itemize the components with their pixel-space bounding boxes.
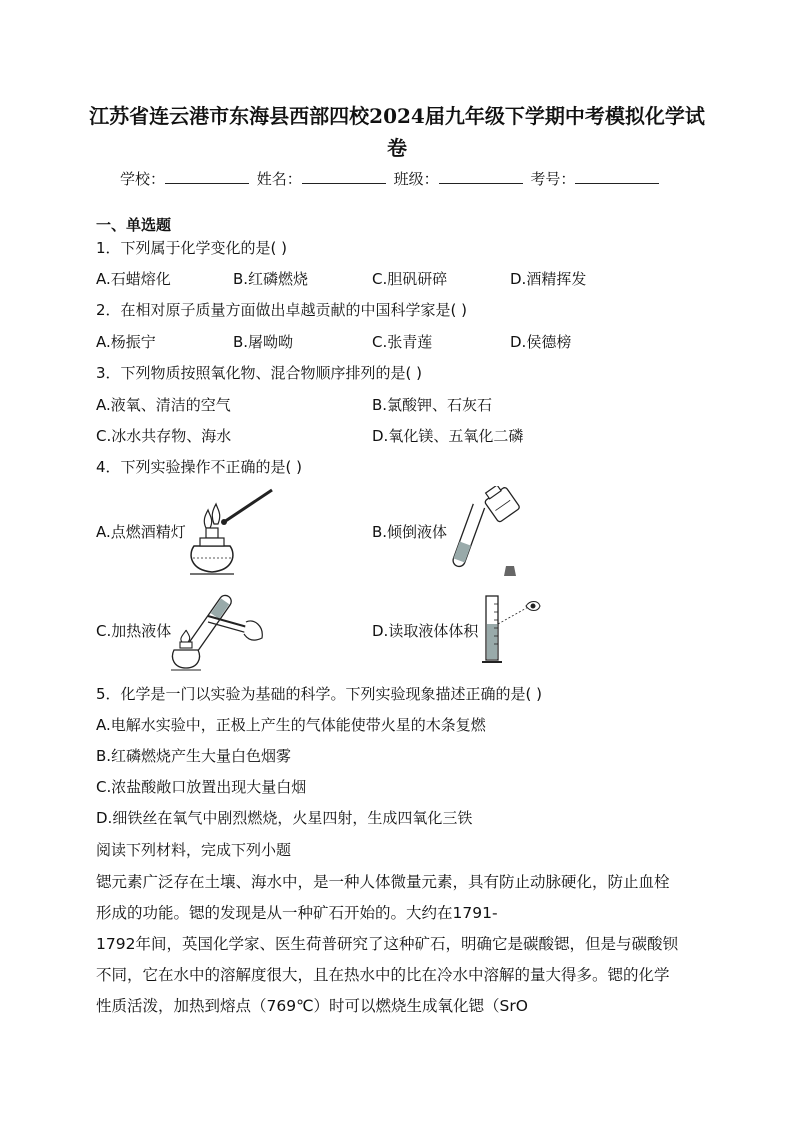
school-blank[interactable]: [165, 169, 249, 184]
reading-line-5: 性质活泼，加热到熔点（769℃）时可以燃烧生成氧化锶（SrO: [96, 997, 528, 1015]
question-2-option-d: D.侯德榜: [510, 333, 572, 351]
student-info-row: [120, 168, 662, 189]
class-blank[interactable]: [439, 169, 523, 184]
question-2-option-c: C.张青莲: [372, 333, 433, 351]
class-label: 班级：: [393, 170, 439, 188]
pouring-liquid-figure: [452, 486, 530, 578]
number-blank[interactable]: [575, 169, 659, 184]
question-5-option-a: A.电解水实验中，正极上产生的气体能使带火星的木条复燃: [96, 716, 486, 734]
name-blank[interactable]: [302, 169, 386, 184]
exam-title-line2: 卷: [387, 136, 407, 160]
question-2-option-a: A.杨振宁: [96, 333, 156, 351]
question-2-option-b: B.屠呦呦: [233, 333, 294, 351]
question-4-option-b: B.倾倒液体: [372, 523, 448, 541]
question-1-option-c: C.胆矾研碎: [372, 270, 448, 288]
question-4-stem: 4．下列实验操作不正确的是( ): [96, 458, 303, 476]
reading-intro: 阅读下列材料，完成下列小题: [96, 841, 292, 859]
question-5-option-c: C.浓盐酸敞口放置出现大量白烟: [96, 778, 307, 796]
question-3-option-b: B.氯酸钾、石灰石: [372, 396, 493, 414]
measuring-cylinder-figure: [480, 594, 542, 666]
alcohol-lamp-lighting-figure: [184, 484, 276, 580]
section-heading: 一、单选题: [96, 216, 172, 234]
question-4-option-d: D.读取液体体积: [372, 622, 479, 640]
question-1-stem: 1．下列属于化学变化的是( ): [96, 239, 288, 257]
reading-line-3: 1792年间，英国化学家、医生荷普研究了这种矿石，明确它是碳酸锶，但是与碳酸钡: [96, 935, 678, 953]
exam-title-line1: 江苏省连云港市东海县西部四校2024届九年级下学期中考模拟化学试: [89, 104, 705, 128]
school-label: 学校：: [120, 170, 166, 188]
question-2-stem: 2．在相对原子质量方面做出卓越贡献的中国科学家是( ): [96, 301, 468, 319]
question-4-option-c: C.加热液体: [96, 622, 172, 640]
reading-line-2: 形成的功能。锶的发现是从一种矿石开始的。大约在1791-: [96, 904, 498, 922]
question-5-option-d: D.细铁丝在氧气中剧烈燃烧，火星四射，生成四氧化三铁: [96, 809, 473, 827]
question-5-option-b: B.红磷燃烧产生大量白色烟雾: [96, 747, 292, 765]
name-label: 姓名：: [256, 170, 302, 188]
question-1-option-a: A.石蜡熔化: [96, 270, 171, 288]
number-label: 考号：: [530, 170, 576, 188]
question-1-option-d: D.酒精挥发: [510, 270, 587, 288]
question-4-option-a: A.点燃酒精灯: [96, 523, 186, 541]
question-1-option-b: B.红磷燃烧: [233, 270, 309, 288]
question-3-option-c: C.冰水共存物、海水: [96, 427, 232, 445]
question-3-option-a: A.液氧、清洁的空气: [96, 396, 231, 414]
question-5-stem: 5．化学是一门以实验为基础的科学。下列实验现象描述正确的是( ): [96, 685, 543, 703]
heating-liquid-figure: [168, 586, 266, 672]
question-3-stem: 3．下列物质按照氧化物、混合物顺序排列的是( ): [96, 364, 423, 382]
reading-line-4: 不同，它在水中的溶解度很大，且在热水中的比在冷水中溶解的量大得多。锶的化学: [96, 966, 670, 984]
question-3-option-d: D.氧化镁、五氧化二磷: [372, 427, 524, 445]
reading-line-1: 锶元素广泛存在土壤、海水中，是一种人体微量元素，具有防止动脉硬化，防止血栓: [96, 873, 670, 891]
